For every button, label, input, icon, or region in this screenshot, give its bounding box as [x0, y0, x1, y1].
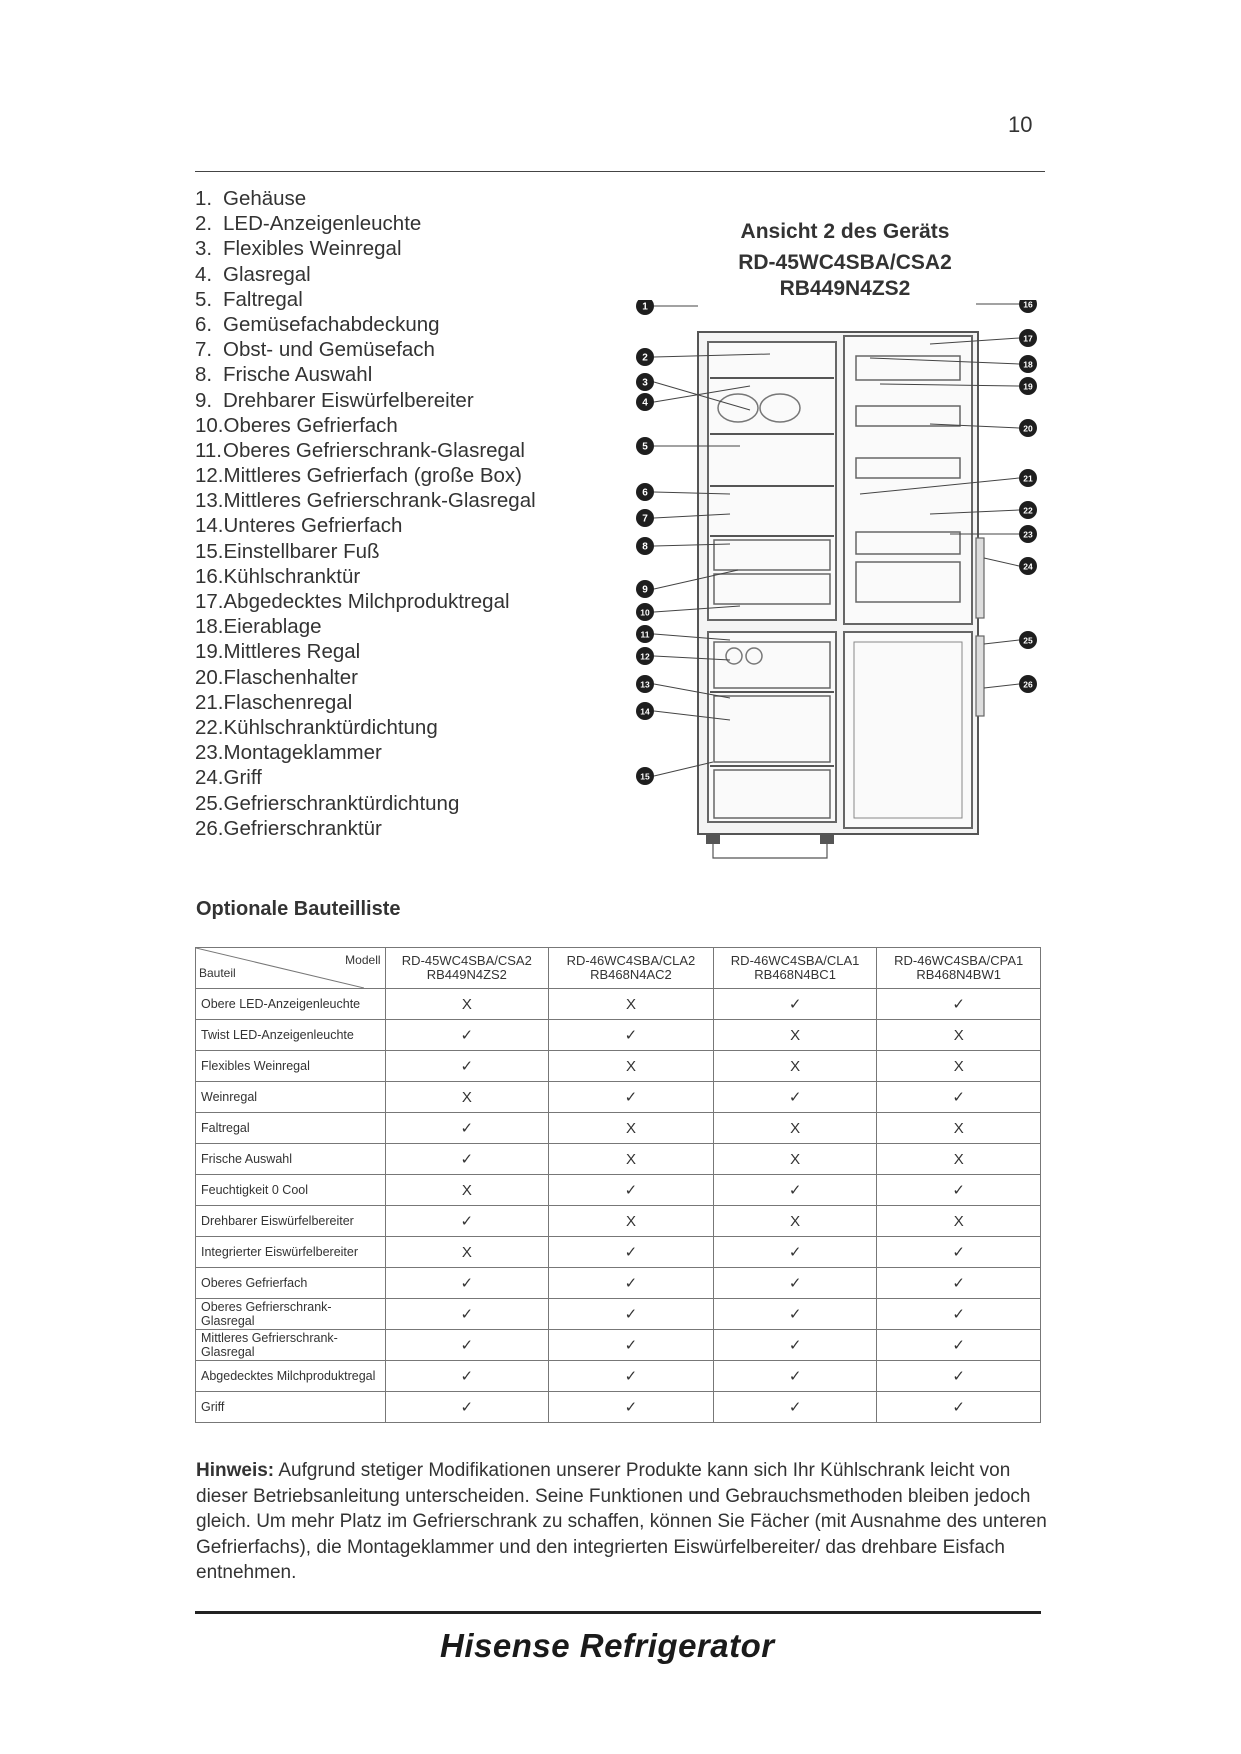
available-check-mark: ✓: [877, 1175, 1041, 1206]
callout-number: 9: [642, 584, 648, 596]
part-name-cell: Oberes Gefrierschrank-Glasregal: [196, 1299, 386, 1330]
parts-list-item: [195, 639, 536, 664]
parts-list-label: Montageklammer: [223, 741, 382, 765]
parts-list-label: Kühlschranktür: [223, 564, 361, 588]
parts-list-number: 26.: [195, 816, 224, 840]
parts-list-item: [195, 362, 536, 387]
available-check-mark: ✓: [877, 1268, 1041, 1299]
available-check-mark: ✓: [713, 989, 877, 1020]
part-name-cell: Integrierter Eiswürfelbereiter: [196, 1237, 386, 1268]
diagram-callout: [984, 557, 1037, 575]
parts-list-label: Gefrierschranktür: [223, 816, 382, 840]
not-available-mark: X: [877, 1020, 1041, 1051]
not-available-mark: X: [385, 1237, 549, 1268]
available-check-mark: ✓: [549, 1020, 714, 1051]
parts-list-number: 25.: [195, 791, 224, 815]
callout-number: 18: [1023, 359, 1033, 370]
available-check-mark: ✓: [549, 1082, 714, 1113]
parts-list-number: 6.: [195, 312, 213, 336]
available-check-mark: ✓: [385, 1144, 549, 1175]
available-check-mark: ✓: [549, 1299, 714, 1330]
header-rule: [195, 171, 1045, 172]
available-check-mark: ✓: [713, 1299, 877, 1330]
parts-list-number: 11.: [195, 438, 222, 462]
parts-list-item: [195, 614, 536, 639]
parts-list-number: 21.: [195, 690, 224, 714]
model-line2: RB468N4BC1: [754, 967, 836, 982]
page-number: 10: [1008, 112, 1033, 137]
model-header: [877, 948, 1041, 989]
callout-number: 10: [640, 607, 650, 618]
note-label: Hinweis:: [196, 1460, 275, 1481]
parts-list-label: Flaschenhalter: [223, 665, 358, 689]
not-available-mark: X: [713, 1020, 877, 1051]
part-name-cell: Twist LED-Anzeigenleuchte: [196, 1020, 386, 1051]
parts-list-item: [195, 438, 536, 463]
parts-list-label: Eierablage: [223, 615, 322, 639]
callout-number: 1: [642, 301, 648, 313]
table-row: [196, 1113, 1041, 1144]
parts-list-number: 2.: [195, 212, 213, 236]
parts-list-item: [195, 337, 536, 362]
callout-number: 5: [642, 441, 648, 453]
model-header: [713, 948, 877, 989]
table-row: [196, 1206, 1041, 1237]
available-check-mark: ✓: [385, 1020, 549, 1051]
parts-list-number: 9.: [195, 388, 213, 412]
not-available-mark: X: [549, 1051, 714, 1082]
brand-footer: Hisense Refrigerator: [440, 1627, 775, 1664]
view-title: Ansicht 2 des Geräts: [740, 220, 950, 243]
callout-number: 13: [640, 679, 650, 690]
parts-list-item: [195, 791, 536, 816]
available-check-mark: ✓: [713, 1392, 877, 1423]
diagram-callout: [976, 300, 1037, 313]
corner-part-label: Bauteil: [199, 966, 236, 980]
part-name-cell: Frische Auswahl: [196, 1144, 386, 1175]
not-available-mark: X: [549, 1113, 714, 1144]
parts-list-label: Mittleres Gefrierschrank-Glasregal: [223, 489, 536, 513]
not-available-mark: X: [713, 1206, 877, 1237]
parts-list-number: 17.: [195, 590, 224, 613]
model-line1: RD-46WC4SBA/CLA1: [730, 953, 860, 968]
table-row: [196, 1237, 1041, 1268]
not-available-mark: X: [877, 1206, 1041, 1237]
callout-number: 19: [1023, 381, 1033, 392]
callout-number: 11: [640, 629, 650, 640]
view-title-block: [680, 218, 1010, 302]
parts-list-label: Flaschenregal: [223, 690, 353, 714]
parts-list-label: Mittleres Gefrierfach (große Box): [223, 464, 522, 488]
parts-list-number: 24.: [195, 766, 224, 790]
parts-list-number: 10.: [195, 413, 224, 437]
diagram-callout: [636, 300, 698, 315]
parts-list-label: Einstellbarer Fuß: [223, 539, 380, 563]
parts-list-number: 22.: [195, 715, 224, 739]
model-header: [549, 948, 714, 989]
parts-list-label: Kühlschranktürdichtung: [223, 715, 438, 739]
available-check-mark: ✓: [549, 1361, 714, 1392]
parts-list-label: Oberes Gefrierfach: [223, 413, 398, 437]
callout-leader-line: [984, 640, 1019, 644]
note-text: Aufgrund stetiger Modifikationen unserer Produkte kann sich Ihr Kühlschrank leicht von dieser Betriebsanleitung unterscheiden. Seine Funktionen und Gebrauchsmethoden bleiben jedoch gleich. Um mehr Platz im Gefrierschrank zu schaffen, können Sie Fächer (mit Ausnahme des unteren Gefrierfachs), die Montageklammer und den integrierten Eiswürfelbereiter/ das drehbare Eisfach entnehmen.: [196, 1460, 1047, 1583]
parts-list-label: Flexibles Weinregal: [223, 237, 402, 261]
model-header: [385, 948, 549, 989]
parts-list-label: Gemüsefachabdeckung: [223, 312, 440, 336]
parts-list-number: 23.: [195, 741, 224, 765]
not-available-mark: X: [713, 1051, 877, 1082]
parts-list-label: LED-Anzeigenleuchte: [223, 212, 422, 236]
parts-list-item: [195, 513, 536, 538]
available-check-mark: ✓: [385, 1330, 549, 1361]
table-row: [196, 1175, 1041, 1206]
callout-number: 22: [1023, 505, 1033, 516]
not-available-mark: X: [549, 1206, 714, 1237]
part-name-cell: Drehbarer Eiswürfelbereiter: [196, 1206, 386, 1237]
parts-list-item: [195, 665, 536, 690]
callout-number: 6: [642, 487, 648, 499]
available-check-mark: ✓: [385, 1268, 549, 1299]
available-check-mark: ✓: [549, 1175, 714, 1206]
not-available-mark: X: [877, 1144, 1041, 1175]
parts-list-number: 5.: [195, 287, 213, 311]
freezer-door: [844, 632, 972, 828]
part-name-cell: Faltregal: [196, 1113, 386, 1144]
parts-list-item: [195, 765, 536, 790]
fridge-door: [844, 336, 972, 624]
available-check-mark: ✓: [713, 1175, 877, 1206]
parts-list-item: [195, 287, 536, 312]
view-model-line2: RB449N4ZS2: [779, 277, 911, 300]
model-line1: RD-46WC4SBA/CPA1: [894, 953, 1024, 968]
available-check-mark: ✓: [549, 1392, 714, 1423]
table-row: [196, 989, 1041, 1020]
optional-parts-heading: Optionale Bauteilliste: [196, 898, 401, 920]
parts-list-label: Faltregal: [223, 287, 303, 311]
parts-list-item: [195, 211, 536, 236]
available-check-mark: ✓: [877, 1392, 1041, 1423]
model-line2: RB468N4BW1: [916, 967, 1001, 982]
callout-number: 8: [642, 541, 648, 553]
parts-list-item: [195, 816, 536, 841]
table-row: [196, 1330, 1041, 1361]
parts-list-number: 16.: [195, 564, 224, 588]
part-name-cell: Oberes Gefrierfach: [196, 1268, 386, 1299]
not-available-mark: X: [713, 1144, 877, 1175]
available-check-mark: ✓: [385, 1051, 549, 1082]
callout-number: 2: [642, 352, 648, 364]
parts-list-label: Griff: [223, 766, 262, 790]
parts-list-item: [195, 589, 536, 614]
parts-list-label: Gefrierschranktürdichtung: [223, 791, 460, 815]
part-name-cell: Abgedecktes Milchproduktregal: [196, 1361, 386, 1392]
parts-list-number: 7.: [195, 338, 213, 362]
not-available-mark: X: [549, 989, 714, 1020]
corner-model-label: Modell: [345, 953, 381, 967]
table-row: [196, 1361, 1041, 1392]
parts-list-number: 8.: [195, 363, 213, 387]
model-line1: RD-46WC4SBA/CLA2: [566, 953, 696, 968]
footer-rule: [195, 1611, 1041, 1614]
part-name-cell: Flexibles Weinregal: [196, 1051, 386, 1082]
parts-list-label: Oberes Gefrierschrank-Glasregal: [223, 438, 525, 462]
model-line2: RB449N4ZS2: [426, 967, 507, 982]
table-row: [196, 1051, 1041, 1082]
callout-number: 7: [642, 513, 648, 525]
parts-list-label: Abgedecktes Milchproduktregal: [223, 590, 510, 613]
available-check-mark: ✓: [549, 1268, 714, 1299]
callout-number: 20: [1023, 423, 1033, 434]
not-available-mark: X: [713, 1113, 877, 1144]
available-check-mark: ✓: [877, 1330, 1041, 1361]
parts-list-number: 15.: [195, 539, 224, 563]
available-check-mark: ✓: [713, 1237, 877, 1268]
parts-list-item: [195, 262, 536, 287]
parts-list-item: [195, 715, 536, 740]
model-line2: RB468N4AC2: [590, 967, 672, 982]
callout-number: 23: [1023, 529, 1033, 540]
model-line1: RD-45WC4SBA/CSA2: [401, 953, 532, 968]
parts-list-number: 14.: [195, 514, 224, 538]
parts-list-item: [195, 312, 536, 337]
note-paragraph: [196, 1458, 1052, 1586]
table-row: [196, 1082, 1041, 1113]
parts-list-number: 4.: [195, 262, 213, 286]
table-row: [196, 1144, 1041, 1175]
available-check-mark: ✓: [713, 1268, 877, 1299]
available-check-mark: ✓: [877, 989, 1041, 1020]
parts-list-item: [195, 236, 536, 261]
available-check-mark: ✓: [713, 1330, 877, 1361]
view-model-line1: RD-45WC4SBA/CSA2: [738, 251, 952, 274]
callout-number: 17: [1023, 333, 1033, 344]
parts-list-number: 13.: [195, 489, 224, 513]
refrigerator-diagram: [630, 300, 1050, 860]
parts-list-label: Mittleres Regal: [223, 640, 361, 664]
parts-list-item: [195, 690, 536, 715]
parts-list-number: 12.: [195, 464, 224, 488]
parts-list-label: Frische Auswahl: [223, 363, 373, 387]
table-row: [196, 1268, 1041, 1299]
parts-list-item: [195, 388, 536, 413]
callout-number: 26: [1023, 679, 1033, 690]
callout-number: 24: [1023, 561, 1033, 572]
parts-list-label: Obst- und Gemüsefach: [223, 338, 435, 362]
available-check-mark: ✓: [713, 1082, 877, 1113]
available-check-mark: ✓: [385, 1392, 549, 1423]
available-check-mark: ✓: [713, 1361, 877, 1392]
available-check-mark: ✓: [385, 1113, 549, 1144]
not-available-mark: X: [877, 1113, 1041, 1144]
part-name-cell: Obere LED-Anzeigenleuchte: [196, 989, 386, 1020]
callout-number: 25: [1023, 635, 1033, 646]
available-check-mark: ✓: [877, 1082, 1041, 1113]
parts-list-item: [195, 463, 536, 488]
parts-list-label: Drehbarer Eiswürfelbereiter: [223, 388, 474, 412]
available-check-mark: ✓: [877, 1299, 1041, 1330]
part-name-cell: Mittleres Gefrierschrank-Glasregal: [196, 1330, 386, 1361]
table-row: [196, 1020, 1041, 1051]
table-header-row: [196, 948, 1041, 989]
parts-list-label: Gehäuse: [223, 187, 307, 210]
callout-number: 4: [642, 397, 648, 409]
not-available-mark: X: [877, 1051, 1041, 1082]
table-row: [196, 1299, 1041, 1330]
parts-list: [195, 186, 536, 841]
callout-number: 16: [1023, 300, 1033, 310]
parts-list-item: [195, 564, 536, 589]
parts-list-item: [195, 413, 536, 438]
not-available-mark: X: [549, 1144, 714, 1175]
not-available-mark: X: [385, 989, 549, 1020]
callout-leader-line: [984, 684, 1019, 688]
diagram-callout: [984, 675, 1037, 693]
available-check-mark: ✓: [385, 1206, 549, 1237]
fridge-compartment: [708, 342, 836, 620]
not-available-mark: X: [385, 1082, 549, 1113]
table-corner-cell: [196, 948, 386, 989]
parts-list-number: 19.: [195, 640, 224, 664]
callout-leader-line: [984, 558, 1019, 566]
parts-list-label: Unteres Gefrierfach: [223, 514, 403, 538]
parts-list-label: Glasregal: [223, 262, 311, 286]
available-check-mark: ✓: [385, 1361, 549, 1392]
parts-list-number: 20.: [195, 665, 224, 689]
parts-list-item: [195, 539, 536, 564]
part-name-cell: Griff: [196, 1392, 386, 1423]
available-check-mark: ✓: [877, 1361, 1041, 1392]
callout-number: 14: [640, 706, 650, 717]
callout-number: 3: [642, 377, 648, 389]
available-check-mark: ✓: [877, 1237, 1041, 1268]
parts-list-number: 1.: [195, 187, 213, 210]
diagram-callout: [984, 631, 1037, 649]
callout-number: 15: [640, 771, 650, 782]
parts-list-number: 3.: [195, 237, 213, 261]
optional-parts-table: [195, 947, 1041, 1423]
part-name-cell: Weinregal: [196, 1082, 386, 1113]
available-check-mark: ✓: [385, 1299, 549, 1330]
callout-number: 12: [640, 651, 650, 662]
not-available-mark: X: [385, 1175, 549, 1206]
parts-list-item: [195, 740, 536, 765]
parts-list-number: 18.: [195, 615, 224, 639]
parts-list-item: [195, 488, 536, 513]
table-row: [196, 1392, 1041, 1423]
available-check-mark: ✓: [549, 1237, 714, 1268]
callout-number: 21: [1023, 473, 1033, 484]
part-name-cell: Feuchtigkeit 0 Cool: [196, 1175, 386, 1206]
parts-list-item: [195, 186, 536, 211]
available-check-mark: ✓: [549, 1330, 714, 1361]
